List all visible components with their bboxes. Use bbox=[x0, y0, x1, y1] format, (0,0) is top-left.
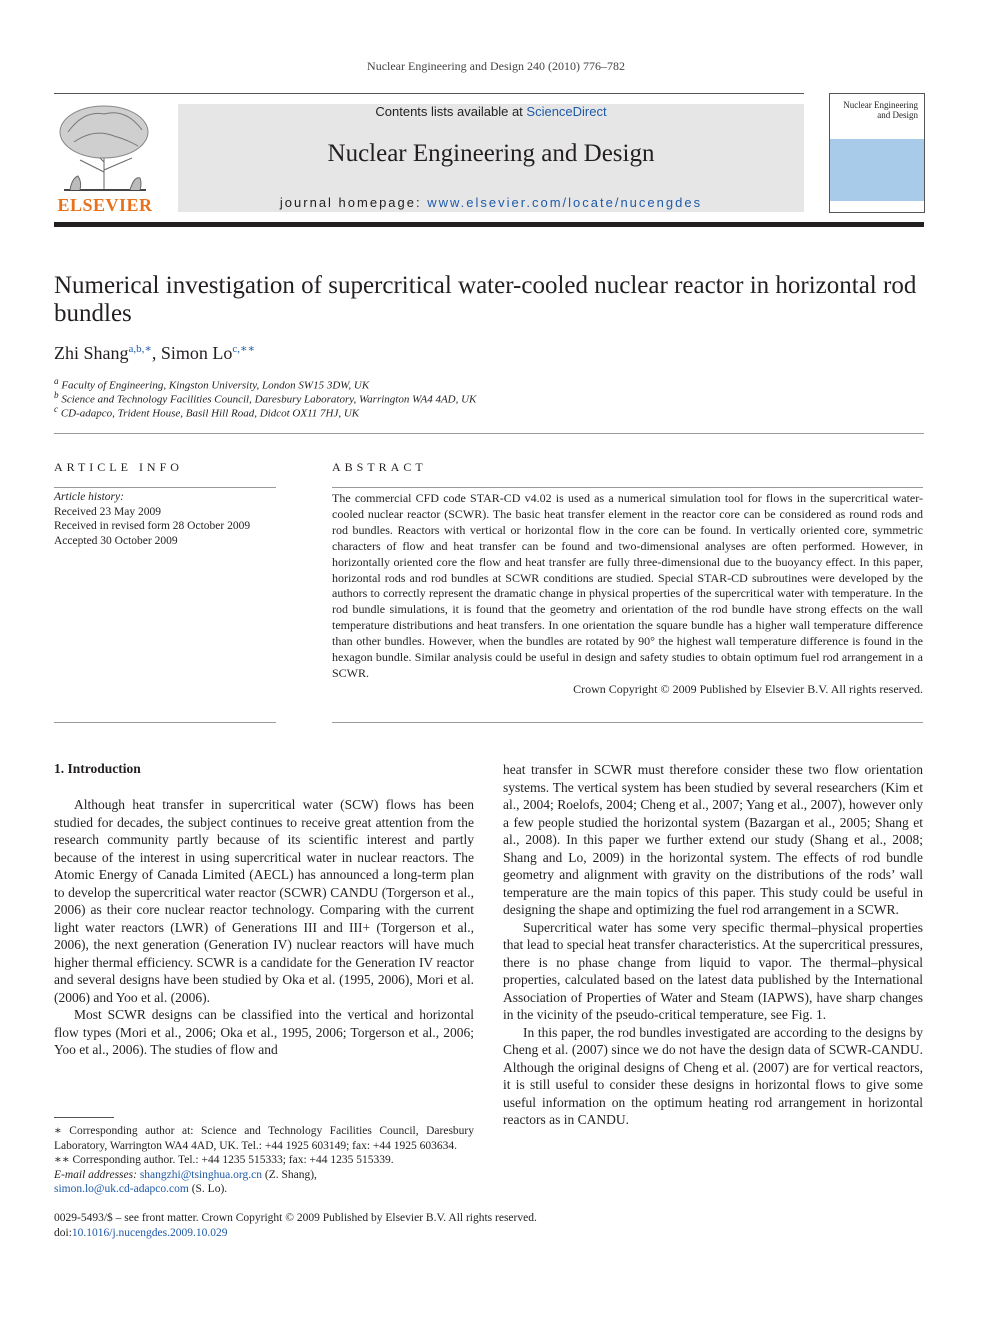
author-list: Zhi Shang$^{a,b,∗}$, Simon $Lo^{c,∗∗}$ bbox=[54, 343, 255, 363]
homepage-link[interactable]: www.elsevier.com/locate/nucengdes bbox=[427, 195, 703, 210]
footnotes bbox=[54, 1124, 474, 1197]
issn-line: 0029-5493/$ – see front matter. Crown Copyright © 2009 Published by Elsevier B.V. All rights reserved. bbox=[54, 1212, 537, 1224]
footnote-rule bbox=[54, 1117, 114, 1118]
doi-line bbox=[54, 1226, 537, 1241]
article-history bbox=[54, 490, 250, 548]
email-owner: (Z. Shang), bbox=[261, 1168, 317, 1181]
journal-name: Nuclear Engineering and Design bbox=[327, 140, 655, 167]
contents-line bbox=[178, 104, 804, 119]
abstract-body bbox=[332, 491, 923, 698]
front-matter-info bbox=[54, 1211, 537, 1241]
article-info-heading: ARTICLE INFO bbox=[54, 460, 183, 474]
header-thick-rule bbox=[54, 222, 924, 227]
accepted-date: Accepted 30 October 2009 bbox=[54, 534, 178, 547]
email-link[interactable]: simon.lo@uk.cd-adapco.com bbox=[54, 1183, 189, 1195]
body-paragraph: Supercritical water has some very specific thermal–physical properties that lead to special heat transfer characteristics. At the supercritical pressures, there is no phase change from liquid to vapor. The thermal–physical properties, calculated based on the latest data published by the International Association of Properties of Water and Steam (IAPWS), have sharp changes in the vicinity of the pseudo-critical temperature, see Fig. 1. bbox=[503, 919, 923, 1022]
abstract-paragraph: The commercial CFD code STAR-CD v4.02 is used as a numerical simulation tool for flows in the supercritical water-cooled nuclear reactor (SCWR). The basic heat transfer element in the reactor core can be considered as round rods and rod bundles. Reactors with vertical or horizontal flow in the core can be found. In vertically oriented core, symmetric characters of flow and heat transfer can be found and two-dimensional analyses are often performed. However, in horizontally oriented core the flow and heat transfer are fully three-dimensional due to the buoyancy effect. In this paper, horizontal rods and rod bundles at SCWR conditions are studied. Special STAR-CD subroutines were developed by the authors to correctly represent the dramatic change in physical properties of the supercritical water with temperature. In the rod bundle simulations, it is found that the geometry and orientation of the rod bundle have strong effects on the wall temperature distributions and heat transfers. In one orientation the square bundle has a higher wall temperature difference than other bundles. However, when the bundles are rotated by 90° the highest wall temperature difference is found in the hexagon bundle. Similar analysis could be useful in design and safety studies to obtain optimum fuel rod arrangement in a SCWR. bbox=[332, 491, 923, 680]
cover-title-line2: and Design bbox=[877, 110, 918, 120]
affiliation-mark: a bbox=[54, 376, 59, 386]
header-top-rule bbox=[54, 93, 804, 94]
elsevier-logo[interactable] bbox=[54, 102, 156, 216]
received-date: Received 23 May 2009 bbox=[54, 505, 161, 518]
email-label: E-mail addresses: bbox=[54, 1168, 140, 1181]
sciencedirect-link[interactable]: ScienceDirect bbox=[526, 104, 607, 119]
history-label: Article history: bbox=[54, 491, 124, 503]
contents-prefix: Contents lists available at bbox=[375, 104, 527, 119]
email-owner: (S. Lo). bbox=[188, 1183, 228, 1195]
section-heading-introduction: 1. Introduction bbox=[54, 761, 141, 776]
affiliation-c bbox=[54, 404, 359, 420]
affiliation-mark: c bbox=[54, 404, 59, 414]
author-name: Simon Lo bbox=[160, 343, 233, 363]
body-paragraph: heat transfer in SCWR must therefore consider these two flow orientation systems. The vertical system has been studied by several researchers (Kim et al., 2004; Roelofs, 2004; Cheng et al., 2007; Yang et al., 2007), however only a few people studied the horizontal system (Bazargan et al., 2005; Shang et al., 2008). In this paper we further extend our study (Shang et al., 2008; Shang and Lo, 2009) in the horizontal system. The effects of rod bundle geometry and alignment with gravity on the distributions of the rods’ wall temperature are the main topics of this paper. This study could be useful in designing the shape and optimizing the fuel rod arrangement in a SCWR. bbox=[503, 762, 923, 917]
elsevier-tree-icon bbox=[54, 102, 156, 194]
author-affiliation-marks[interactable]: c,∗∗ bbox=[232, 343, 255, 355]
article-info-rule bbox=[54, 487, 276, 488]
abstract-heading: ABSTRACT bbox=[332, 460, 427, 474]
journal-header-band bbox=[178, 104, 804, 212]
affiliation-text: Science and Technology Facilities Council, Daresbury Laboratory, Warrington WA4 4AD, UK bbox=[61, 393, 477, 406]
journal-homepage bbox=[178, 195, 804, 210]
elsevier-wordmark: ELSEVIER bbox=[57, 195, 153, 215]
doi-link[interactable]: 10.1016/j.nucengdes.2009.10.029 bbox=[71, 1227, 228, 1239]
footnote-corresponding-2: ∗∗ Corresponding author. Tel.: +44 1235 515333; fax: +44 1235 515339. bbox=[54, 1154, 394, 1166]
abstract-rule bbox=[332, 722, 923, 723]
author-affiliation-marks[interactable]: a,b,∗ bbox=[128, 343, 152, 355]
section-divider bbox=[54, 433, 924, 434]
revised-date: Received in revised form 28 October 2009 bbox=[54, 520, 251, 532]
article-title: Numerical investigation of supercritical water-cooled nuclear reactor in horizontal rod bundles bbox=[54, 272, 917, 327]
abstract-rule bbox=[332, 487, 923, 488]
footnote-corresponding-1: ∗ Corresponding author at: Science and Technology Facilities Council, Daresbury Laboratory, Warrington WA4 4AD, UK. Tel.: +44 1925 603149; fax: +44 1925 603634. bbox=[54, 1125, 474, 1152]
body-paragraph: Although heat transfer in supercritical water (SCW) flows has been studied for decades, the subject continues to receive great attention from the research community partly because of its scientific interest and partly because of the interest in using supercritical water in nuclear reactors. The Atomic Energy of Canada Limited (AECL) has announced a long-term plan to develop the supercritical water reactor (SCWR) CANDU (Torgerson et al., 2006) as their core nuclear reactor technology. Comparing with the current light water reactors (LWR) of Generations III and III+ (Torgerson et al., 2006), the next generation (Generation IV) nuclear reactors will have much higher thermal efficiency. SCWR is a candidate for the Generation IV reactor and several designs have been studied by Oka et al. (1995, 2006), Mori et al. (2006) and Yoo et al. (2006). bbox=[54, 797, 474, 1005]
footnote-emails bbox=[54, 1168, 474, 1197]
body-column-left bbox=[54, 796, 474, 1059]
body-column-right bbox=[503, 761, 923, 1129]
abstract-copyright: Crown Copyright © 2009 Published by Elsevier B.V. All rights reserved. bbox=[573, 681, 923, 696]
homepage-prefix: journal homepage: bbox=[279, 195, 428, 210]
cover-image bbox=[830, 139, 924, 201]
affiliation-mark: b bbox=[54, 390, 59, 400]
body-paragraph: In this paper, the rod bundles investigated are according to the designs by Cheng et al. (2007) since we do not have the design data of SCWR-CANDU. Although the original designs of Cheng et al. (2007) are for vertical reactors, it is still useful to consider these designs in horizontal flows to give some useful information on the optimum heating rod arrangement in horizontal reactors as in CANDU. bbox=[503, 1024, 923, 1127]
email-link[interactable]: shangzhi@tsinghua.org.cn bbox=[139, 1168, 262, 1181]
affiliation-text: Faculty of Engineering, Kingston University, London SW15 3DW, UK bbox=[61, 379, 370, 392]
cover-title bbox=[843, 100, 918, 120]
body-paragraph: Most SCWR designs can be classified into the vertical and horizontal flow types (Mori et al., 2006; Oka et al., 1995, 2006; Torgerson et al., 2006; Yoo et al., 2006). The studies of flow and bbox=[54, 1007, 474, 1057]
doi-prefix: doi: bbox=[54, 1227, 72, 1239]
cover-title-line1: Nuclear Engineering bbox=[843, 100, 918, 110]
article-info-rule bbox=[54, 722, 276, 723]
author-name: Zhi Shang bbox=[54, 343, 129, 363]
affiliation-text: CD-adapco, Trident House, Basil Hill Road, Didcot OX11 7HJ, UK bbox=[60, 407, 360, 420]
journal-citation: Nuclear Engineering and Design 240 (2010) 776–782 bbox=[367, 59, 625, 73]
journal-cover-thumbnail[interactable] bbox=[829, 93, 925, 213]
